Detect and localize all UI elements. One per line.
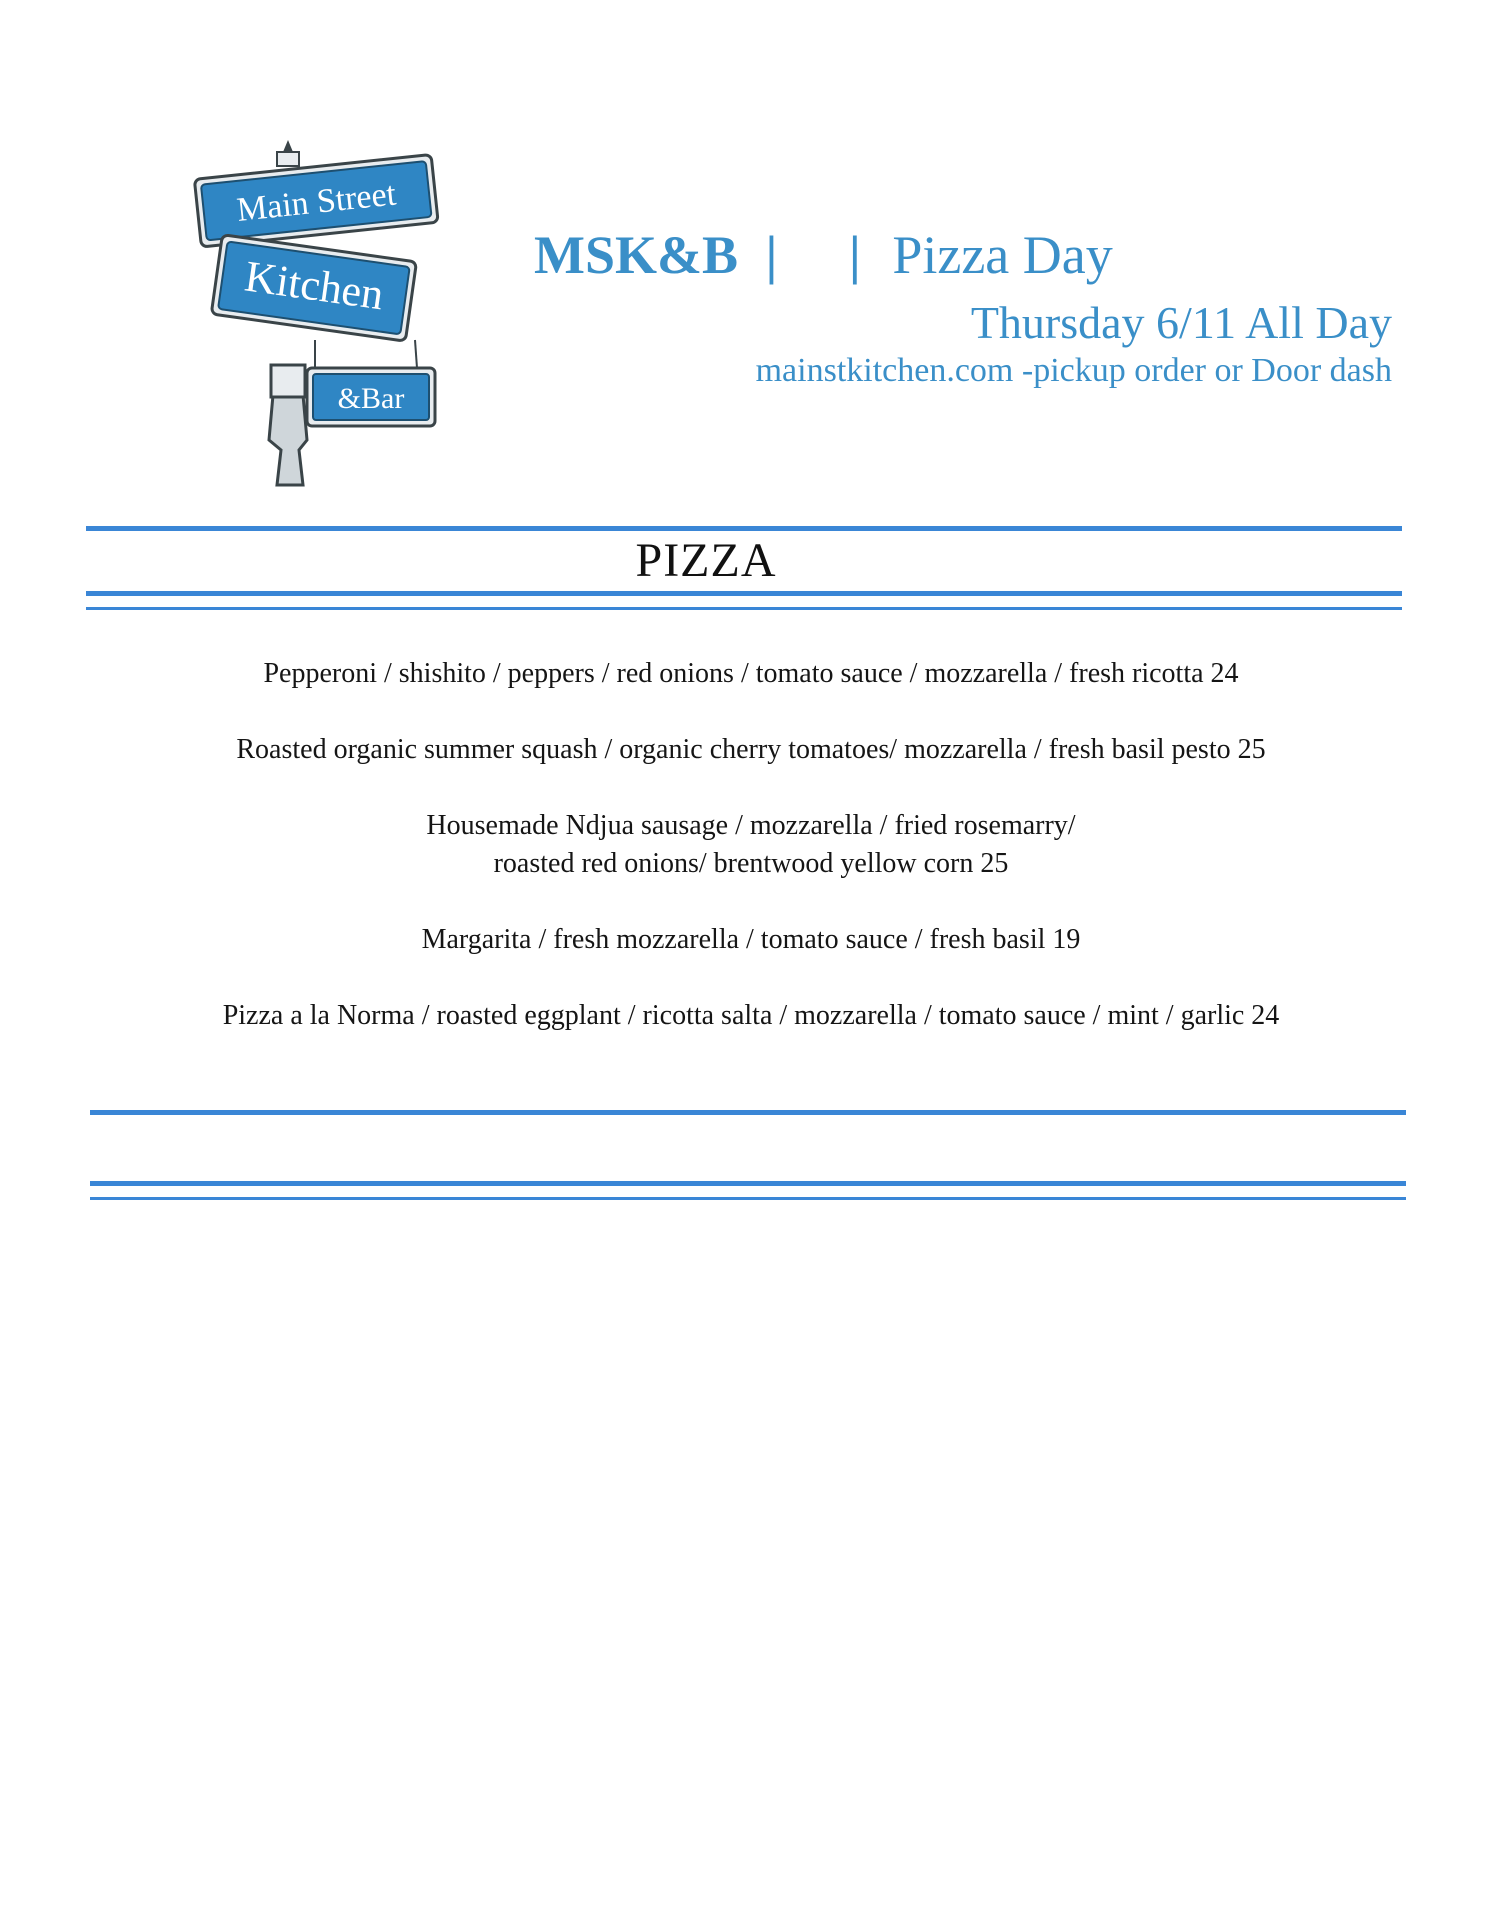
divider-double-b	[86, 607, 1402, 610]
event-date: Thursday 6/11 All Day	[970, 297, 1392, 348]
divider-double-d	[90, 1197, 1406, 1200]
order-info: mainstkitchen.com -pickup order or Door dash	[755, 352, 1392, 389]
separator-left: |	[765, 225, 778, 285]
menu-item-text: Housemade Ndjua sausage / mozzarella / fried rosemarry/	[426, 810, 1076, 841]
menu-item	[86, 921, 1416, 959]
divider-top	[86, 526, 1402, 531]
logo-line1: Main Street	[235, 175, 398, 229]
menu-item	[86, 655, 1416, 693]
menu-item-text-continued: roasted red onions/ brentwood yellow corn 25	[493, 848, 1009, 879]
menu-item	[86, 997, 1416, 1035]
logo-line3: &Bar	[337, 382, 405, 415]
separator-right: |	[848, 225, 861, 285]
section-title: PIZZA	[635, 534, 777, 587]
page-title: Pizza Day	[892, 225, 1113, 285]
divider-bottom	[90, 1110, 1406, 1115]
divider-double-c	[90, 1181, 1406, 1186]
divider-double-a	[86, 591, 1402, 596]
menu-item-text: Roasted organic summer squash / organic cherry tomatoes/ mozzarella / fresh basil pesto 25	[236, 734, 1266, 765]
menu-item	[86, 731, 1416, 769]
logo-line2: Kitchen	[241, 251, 387, 320]
menu-list	[86, 655, 1416, 1073]
restaurant-logo	[185, 140, 455, 490]
menu-item	[86, 807, 1416, 883]
menu-item-text: Margarita / fresh mozzarella / tomato sauce / fresh basil 19	[421, 924, 1081, 955]
brand-name: MSK&B	[534, 225, 739, 285]
menu-item-text: Pepperoni / shishito / peppers / red onions / tomato sauce / mozzarella / fresh ricotta 24	[263, 658, 1239, 689]
header-brand-row	[534, 222, 1113, 288]
menu-item-text: Pizza a la Norma / roasted eggplant / ricotta salta / mozzarella / tomato sauce / mint / garlic 24	[222, 1000, 1280, 1031]
